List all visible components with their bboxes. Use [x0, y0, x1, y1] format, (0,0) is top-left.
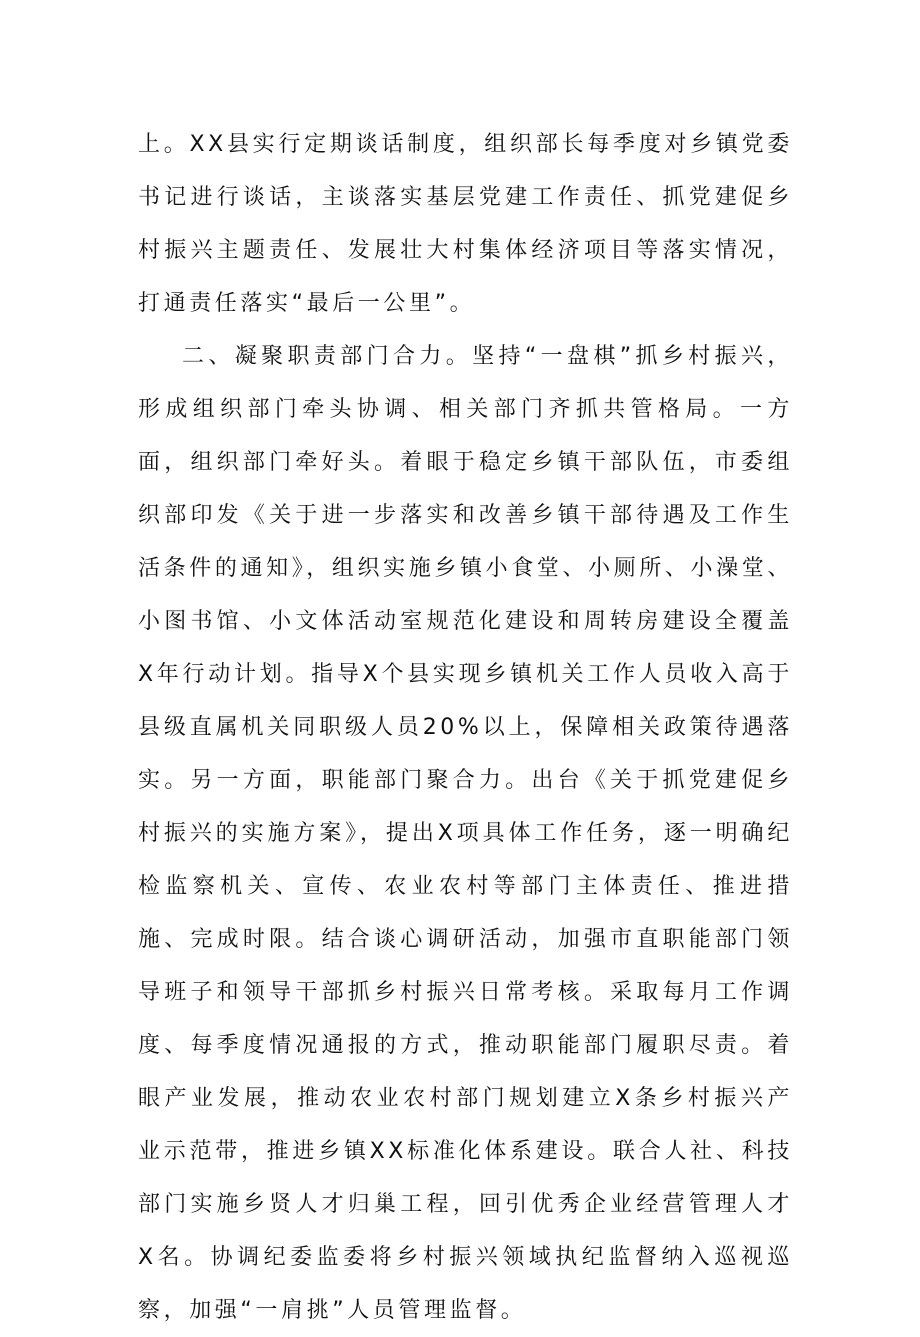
document-body [138, 118, 793, 1337]
paragraph-continued: 上。XX县实行定期谈话制度，组织部长每季度对乡镇党委书记进行谈话，主谈落实基层党建工作责任、抓党建促乡村振兴主题责任、发展壮大村集体经济项目等落实情况，打通责任落实“最后一公里”。 [138, 132, 793, 316]
paragraph-section-two: 二、凝聚职责部门合力。坚持“一盘棋”抓乡村振兴，形成组织部门牵头协调、相关部门齐抓共管格局。一方面，组织部门牵好头。着眼于稳定乡镇干部队伍，市委组织部印发《关于进一步落实和改善乡镇干部待遇及工作生活条件的通知》，组织实施乡镇小食堂、小厕所、小澡堂、小图书馆、小文体活动室规范化建设和周转房建设全覆盖X年行动计划。指导X个县实现乡镇机关工作人员收入高于县级直属机关同职级人员20%以上，保障相关政策待遇落实。另一方面，职能部门聚合力。出台《关于抓党建促乡村振兴的实施方案》，提出X项具体工作任务，逐一明确纪检监察机关、宣传、农业农村等部门主体责任、推进措施、完成时限。结合谈心调研活动，加强市直职能部门领导班子和领导干部抓乡村振兴日常考核。采取每月工作调度、每季度情况通报的方式，推动职能部门履职尽责。着眼产业发展，推动农业农村部门规划建立X条乡村振兴产业示范带，推进乡镇XX标准化体系建设。联合人社、科技部门实施乡贤人才归巢工程，回引优秀企业经营管理人才X名。协调纪委监委将乡村振兴领域执纪监督纳入巡视巡察，加强“一肩挑”人员管理监督。 [138, 344, 793, 1323]
